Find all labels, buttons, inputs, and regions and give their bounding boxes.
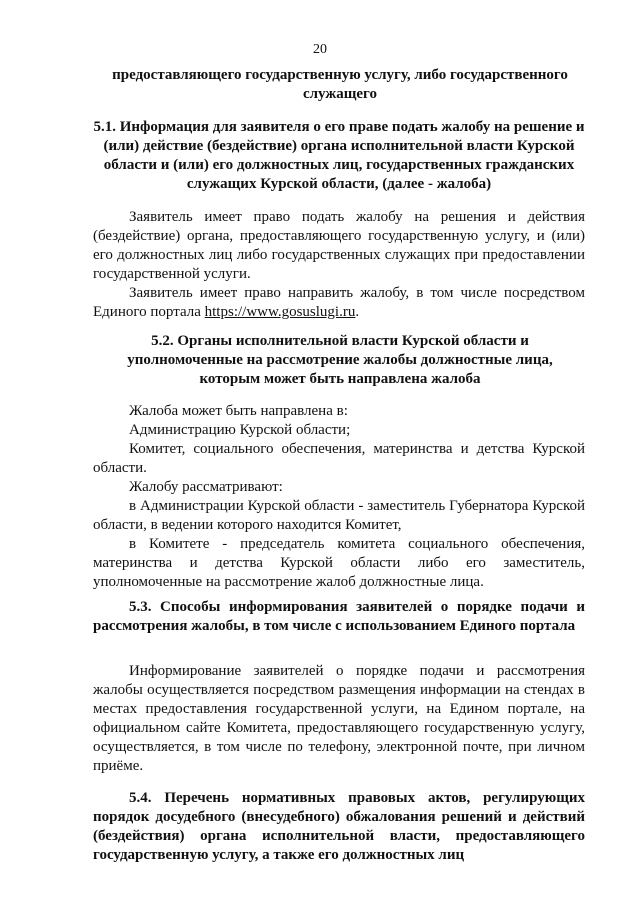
gosuslugi-link[interactable]: https://www.gosuslugi.ru	[204, 304, 356, 320]
section-5-2-line-5: в Администрации Курской области - заместитель Губернатора Курской области, в ведении которого находится Комитет,	[93, 498, 585, 533]
section-5-1-paragraph-1: Заявитель имеет право подать жалобу на решения и действия (бездействие) органа, предоставляющего государственную услугу, и (или) его должностных лиц либо государственных служащих при предоставлении государственной услуги.	[93, 209, 585, 282]
section-5-3-title: 5.3. Способы информирования заявителей о порядке подачи и рассмотрения жалобы, в том числе с использованием Единого портала	[93, 599, 585, 634]
section-5-1-paragraph-2	[93, 284, 585, 322]
page-number: 20	[313, 42, 327, 57]
section-5-2-title: 5.2. Органы исполнительной власти Курской области и уполномоченные на рассмотрение жалобы должностные лица, которым может быть направлена жалоба	[127, 333, 553, 387]
heading-continuation: предоставляющего государственную услугу, либо государственного служащего	[112, 67, 568, 102]
section-5-2-line-1: Жалоба может быть направлена в:	[129, 403, 348, 419]
paragraph-text: Заявитель имеет право направить жалобу, в том числе посредством Единого портала	[93, 285, 585, 320]
section-5-1-title: 5.1. Информация для заявителя о его праве подать жалобу на решение и (или) действие (бездействие) органа исполнительной власти Курской области и (или) его должностных лиц, государственных гражданских служащих Курской области, (далее - жалоба)	[93, 119, 585, 192]
section-5-2-line-4: Жалобу рассматривают:	[129, 479, 283, 495]
section-5-2-line-2: Администрацию Курской области;	[129, 422, 351, 438]
section-5-2-line-3: Комитет, социального обеспечения, материнства и детства Курской области.	[93, 441, 585, 476]
section-5-3-paragraph-1: Информирование заявителей о порядке подачи и рассмотрения жалобы осуществляется посредством размещения информации на стендах в местах предоставления государственной услуги, на Едином портале, на официальном сайте Комитета, предоставляющего государственную услугу, осуществляется, в том числе по телефону, электронной почте, при личном приёме.	[93, 663, 585, 774]
section-5-4-title: 5.4. Перечень нормативных правовых актов, регулирующих порядок досудебного (внесудебного) обжалования решений и действий (бездействия) органа исполнительной власти, предоставляющего государственную услугу, а также его должностных лиц	[93, 790, 585, 863]
section-5-2-line-6: в Комитете - председатель комитета социального обеспечения, материнства и детства Курской области либо его заместитель, уполномоченные на рассмотрение жалоб должностные лица.	[93, 536, 585, 590]
paragraph-end: .	[355, 304, 360, 320]
